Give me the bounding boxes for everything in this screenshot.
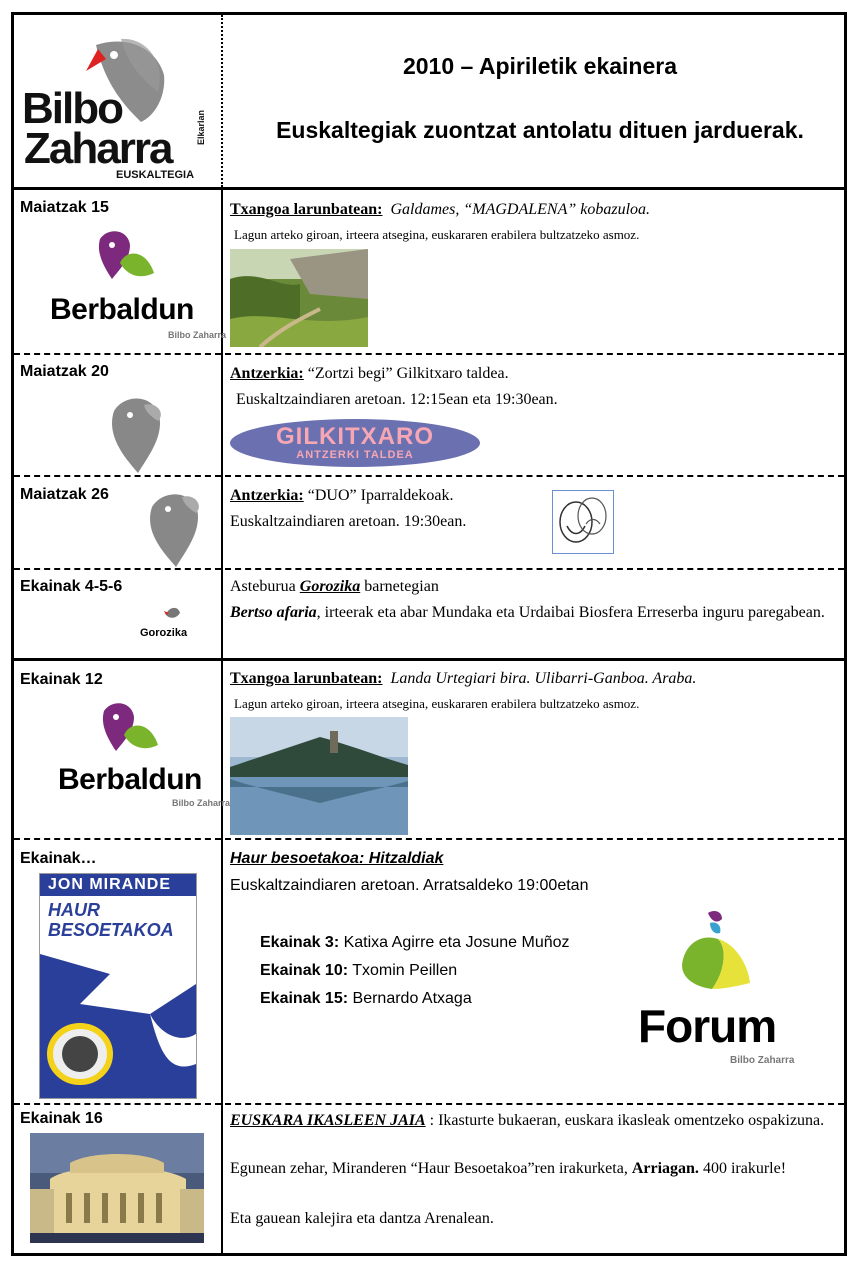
header-separator bbox=[14, 187, 844, 190]
row-desc: Euskaltzaindiaren aretoan. 19:30ean. bbox=[230, 513, 467, 530]
line1-pre: Asteburua bbox=[230, 578, 300, 595]
title-text: Galdames, “MAGDALENA” kobazuloa. bbox=[390, 201, 651, 218]
row-line1 bbox=[230, 1110, 836, 1132]
row-title bbox=[230, 850, 836, 868]
header-divider bbox=[221, 15, 223, 187]
gorozika-bird-icon bbox=[164, 605, 182, 621]
row-desc: Lagun arteko giroan, irteera atsegina, euskararen erabilera bultzatzeko asmoz. bbox=[234, 696, 640, 711]
row-date: Ekainak… bbox=[20, 850, 97, 867]
talk-date: Ekainak 15: bbox=[260, 990, 349, 1007]
bilbo-zaharra-logo bbox=[16, 27, 216, 187]
line2-em: Bertso afaria bbox=[230, 604, 317, 621]
logo-side: Elkarlan bbox=[196, 109, 206, 145]
cave-landscape-photo bbox=[230, 249, 368, 347]
gorozika-logo-text: Gorozika bbox=[140, 627, 188, 639]
talk-speaker: Bernardo Atxaga bbox=[352, 990, 472, 1007]
title-text: “Zortzi begi” Gilkitxaro taldea. bbox=[307, 365, 509, 382]
title-label: Txangoa larunbatean: bbox=[230, 201, 383, 218]
talk-date: Ekainak 10: bbox=[260, 962, 349, 979]
book-title1: HAUR bbox=[48, 900, 100, 920]
gilkitxaro-badge bbox=[230, 419, 480, 467]
title-text: Haur besoetakoa: Hitzaldiak bbox=[230, 850, 444, 867]
small-logo-text: Bilbo Zaharra bbox=[172, 798, 231, 808]
talk-speaker: Katixa Agirre eta Josune Muñoz bbox=[343, 934, 570, 951]
logo-line2: Zaharra bbox=[24, 124, 172, 173]
row-line1 bbox=[230, 578, 836, 596]
row-line2 bbox=[230, 602, 836, 624]
berbaldun-logo-text: Berbaldun bbox=[50, 293, 194, 326]
row-title bbox=[230, 487, 836, 505]
row-line3: Eta gauean kalejira eta dantza Arenalean. bbox=[230, 1210, 494, 1227]
row-desc: Euskaltzaindiaren aretoan. 12:15ean eta 19:30ean. bbox=[236, 391, 558, 408]
page-subtitle: Euskaltegiak zuontzat antolatu dituen jarduerak. bbox=[276, 117, 804, 143]
title-post: : Ikasturte bukaeran, euskara ikasleak omentzeko ospakizuna. bbox=[425, 1112, 825, 1129]
title-label: Antzerkia: bbox=[230, 487, 304, 504]
reservoir-photo bbox=[230, 717, 408, 835]
page-title: 2010 – Apiriletik ekainera bbox=[402, 53, 678, 79]
berbaldun-bird-icon bbox=[94, 229, 156, 287]
row-separator bbox=[14, 658, 844, 661]
talk-item bbox=[260, 929, 570, 957]
row-separator bbox=[14, 1103, 844, 1105]
row-separator bbox=[14, 568, 844, 570]
row-date: Maiatzak 26 bbox=[20, 486, 109, 503]
book-cover bbox=[39, 873, 197, 1099]
line2-bold: Arriagan. bbox=[631, 1160, 699, 1177]
gray-bird-icon bbox=[144, 489, 206, 569]
title-text: Landa Urtegiari bira. Ulibarri-Ganboa. Araba. bbox=[390, 670, 697, 687]
title-label: Antzerkia: bbox=[230, 365, 304, 382]
logo-sub: EUSKALTEGIA bbox=[116, 169, 195, 181]
badge-line1: GILKITXARO bbox=[276, 423, 434, 450]
line1-post: barnetegian bbox=[360, 578, 439, 595]
column-divider bbox=[221, 187, 223, 1253]
forum-logo-text: Forum bbox=[638, 1000, 777, 1052]
book-author: JON MIRANDE bbox=[48, 876, 172, 893]
page-frame bbox=[11, 12, 847, 1256]
theater-masks-icon bbox=[552, 490, 614, 554]
row-date: Ekainak 12 bbox=[20, 671, 103, 688]
row-desc: Lagun arteko giroan, irteera atsegina, euskararen erabilera bultzatzeko asmoz. bbox=[234, 227, 640, 242]
row-separator bbox=[14, 475, 844, 477]
talk-speaker: Txomin Peillen bbox=[352, 962, 458, 979]
arriaga-theater-photo bbox=[30, 1133, 204, 1243]
book-illustration bbox=[40, 944, 196, 1098]
line1-em: Gorozika bbox=[299, 578, 361, 595]
small-logo-text: Bilbo Zaharra bbox=[730, 1055, 795, 1066]
title-label: Txangoa larunbatean: bbox=[230, 670, 383, 687]
talk-item bbox=[260, 957, 570, 985]
line2-post: 400 irakurle! bbox=[698, 1160, 787, 1177]
berbaldun-logo-text: Berbaldun bbox=[58, 763, 202, 796]
book-title2: BESOETAKOA bbox=[48, 920, 174, 940]
gray-bird-icon bbox=[104, 395, 170, 475]
row-line2 bbox=[230, 1158, 836, 1180]
row-separator bbox=[14, 353, 844, 355]
row-title bbox=[230, 201, 836, 219]
small-logo-text: Bilbo Zaharra bbox=[168, 330, 227, 340]
row-separator bbox=[14, 838, 844, 840]
berbaldun-bird-icon bbox=[98, 701, 160, 759]
talk-date: Ekainak 3: bbox=[260, 934, 340, 951]
line2-post: , irteerak eta abar Mundaka eta Urdaibai Biosfera Erreserba inguru paregabean. bbox=[316, 604, 825, 621]
row-desc: Euskaltzaindiaren aretoan. Arratsaldeko 19:00etan bbox=[230, 877, 589, 894]
line2-pre: Egunean zehar, Miranderen “Haur Besoetakoa”ren irakurketa, bbox=[230, 1160, 632, 1177]
row-date: Maiatzak 20 bbox=[20, 363, 109, 380]
title-text: EUSKARA IKASLEEN JAIA bbox=[230, 1112, 426, 1129]
row-title bbox=[230, 670, 836, 688]
badge-line2: ANTZERKI TALDEA bbox=[296, 449, 414, 461]
logo-line1: Bilbo bbox=[22, 84, 122, 133]
row-date: Maiatzak 15 bbox=[20, 199, 109, 216]
talk-item bbox=[260, 985, 570, 1013]
row-title bbox=[230, 365, 836, 383]
title-text: “DUO” Iparraldekoak. bbox=[307, 487, 454, 504]
row-date: Ekainak 16 bbox=[20, 1110, 103, 1127]
forum-bird-icon bbox=[678, 909, 754, 993]
talk-list bbox=[260, 929, 570, 1013]
row-date: Ekainak 4-5-6 bbox=[20, 578, 123, 595]
